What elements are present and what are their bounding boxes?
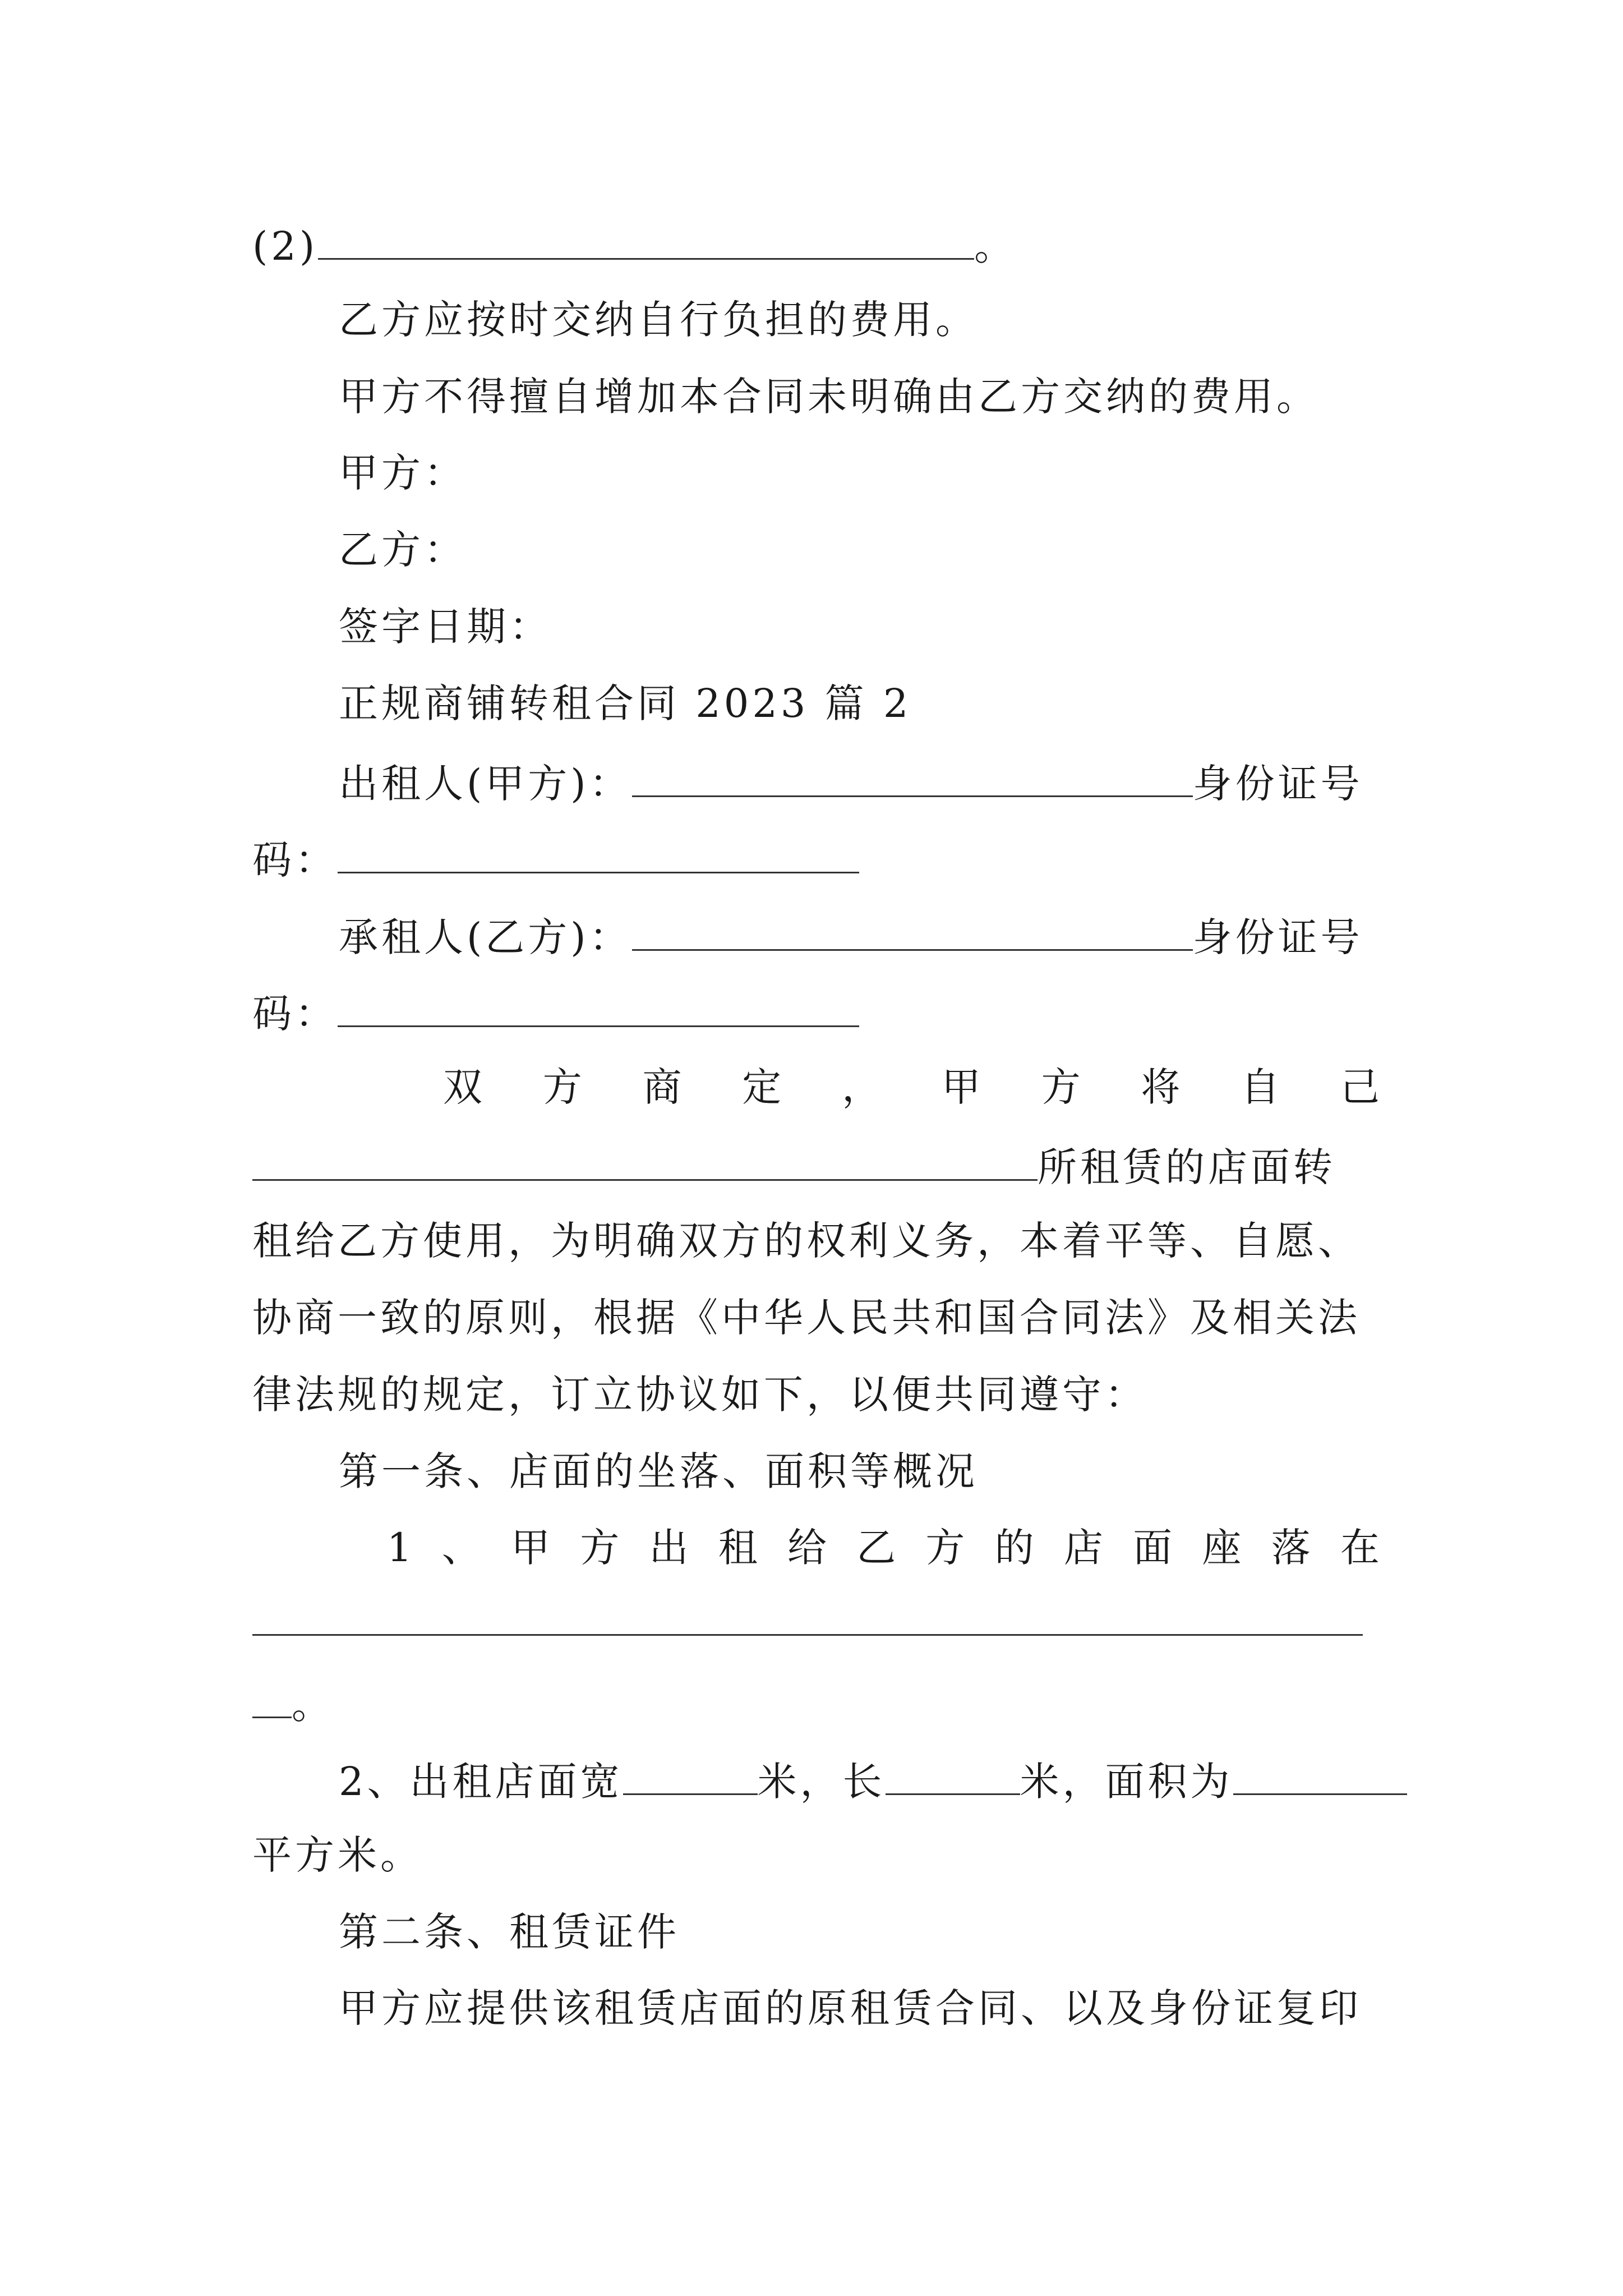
lessor-id-field[interactable] <box>338 837 859 873</box>
lessor-id-line <box>252 837 859 883</box>
char: 方 <box>542 1064 582 1110</box>
char: 出 <box>649 1525 689 1571</box>
party-a-label: 甲方： <box>339 450 467 496</box>
lessee-id-field[interactable] <box>338 991 859 1027</box>
width-field[interactable] <box>623 1759 758 1795</box>
paragraph-line: 甲方不得擅自增加本合同未明确由乙方交纳的费用。 <box>339 374 1319 420</box>
char: 方 <box>1041 1064 1081 1110</box>
area-field[interactable] <box>1233 1759 1407 1795</box>
area-unit: 平方米。 <box>252 1832 423 1878</box>
char: 方 <box>580 1525 620 1571</box>
char: 落 <box>1271 1525 1311 1571</box>
paragraph-line: 协商一致的原则，根据《中华人民共和国合同法》及相关法 <box>252 1295 1361 1341</box>
justified-line <box>443 1064 1380 1110</box>
blank-field[interactable] <box>252 1682 292 1718</box>
char: 将 <box>1141 1064 1181 1110</box>
clause-2-line <box>252 223 1017 269</box>
char: 方 <box>925 1525 965 1571</box>
char: 店 <box>1063 1525 1103 1571</box>
char: 1 <box>387 1525 412 1571</box>
paragraph-line: 律法规的规定，订立协议如下，以便共同遵守： <box>252 1372 1147 1418</box>
party-b-label: 乙方： <box>339 527 467 573</box>
char: 租 <box>718 1525 758 1571</box>
id-label: 身份证号 <box>1192 761 1363 807</box>
dimensions-label: 2、出租店面宽 <box>339 1759 623 1805</box>
length-field[interactable] <box>886 1759 1020 1795</box>
id-label: 身份证号 <box>1192 914 1363 960</box>
shop-location-line <box>252 1144 1336 1190</box>
char: 、 <box>441 1525 481 1571</box>
lessor-line <box>339 761 1363 807</box>
address-blank-line[interactable] <box>252 1634 1363 1636</box>
paragraph-line: 甲方应提供该租赁店面的原租赁合同、以及身份证复印 <box>339 1985 1362 2031</box>
char: 座 <box>1202 1525 1242 1571</box>
dimensions-line <box>339 1759 1407 1805</box>
lessee-id-line <box>252 991 859 1037</box>
char: 双 <box>443 1064 482 1110</box>
char: 乙 <box>856 1525 896 1571</box>
id-label-cont: 码： <box>252 991 338 1037</box>
char: 自 <box>1241 1064 1280 1110</box>
area-label: 米，面积为 <box>1020 1759 1233 1805</box>
period: 。 <box>292 1682 334 1728</box>
shop-address-field[interactable] <box>252 1144 1038 1181</box>
char: 己 <box>1340 1064 1380 1110</box>
sign-date-label: 签字日期： <box>339 604 552 650</box>
blank-field[interactable] <box>318 223 974 260</box>
clause-number: (2) <box>252 223 319 269</box>
char: 商 <box>642 1064 682 1110</box>
paragraph-line: 租给乙方使用，为明确双方的权利义务，本着平等、自愿、 <box>252 1218 1361 1264</box>
article-2-heading: 第二条、租赁证件 <box>339 1909 680 1955</box>
char: 给 <box>787 1525 827 1571</box>
char: ， <box>842 1064 882 1110</box>
paragraph-line: 乙方应按时交纳自行负担的费用。 <box>339 297 978 343</box>
lessee-name-field[interactable] <box>632 914 1193 951</box>
lessor-label: 出租人(甲方)： <box>339 761 632 807</box>
char: 在 <box>1340 1525 1380 1571</box>
period: 。 <box>974 223 1017 269</box>
line-text: 所租赁的店面转 <box>1038 1144 1336 1190</box>
article-1-heading: 第一条、店面的坐落、面积等概况 <box>339 1448 978 1494</box>
id-label-cont: 码： <box>252 837 338 883</box>
lessee-line <box>339 914 1363 960</box>
char: 甲 <box>941 1064 981 1110</box>
lessee-label: 承租人(乙方)： <box>339 914 632 960</box>
lessor-name-field[interactable] <box>632 761 1193 797</box>
char: 面 <box>1133 1525 1173 1571</box>
char: 甲 <box>511 1525 551 1571</box>
char: 定 <box>742 1064 782 1110</box>
length-label: 米，长 <box>757 1759 886 1805</box>
address-end-line <box>252 1682 334 1728</box>
char: 的 <box>994 1525 1034 1571</box>
section-title: 正规商铺转租合同 2023 篇 2 <box>339 680 912 726</box>
justified-line <box>387 1525 1380 1571</box>
